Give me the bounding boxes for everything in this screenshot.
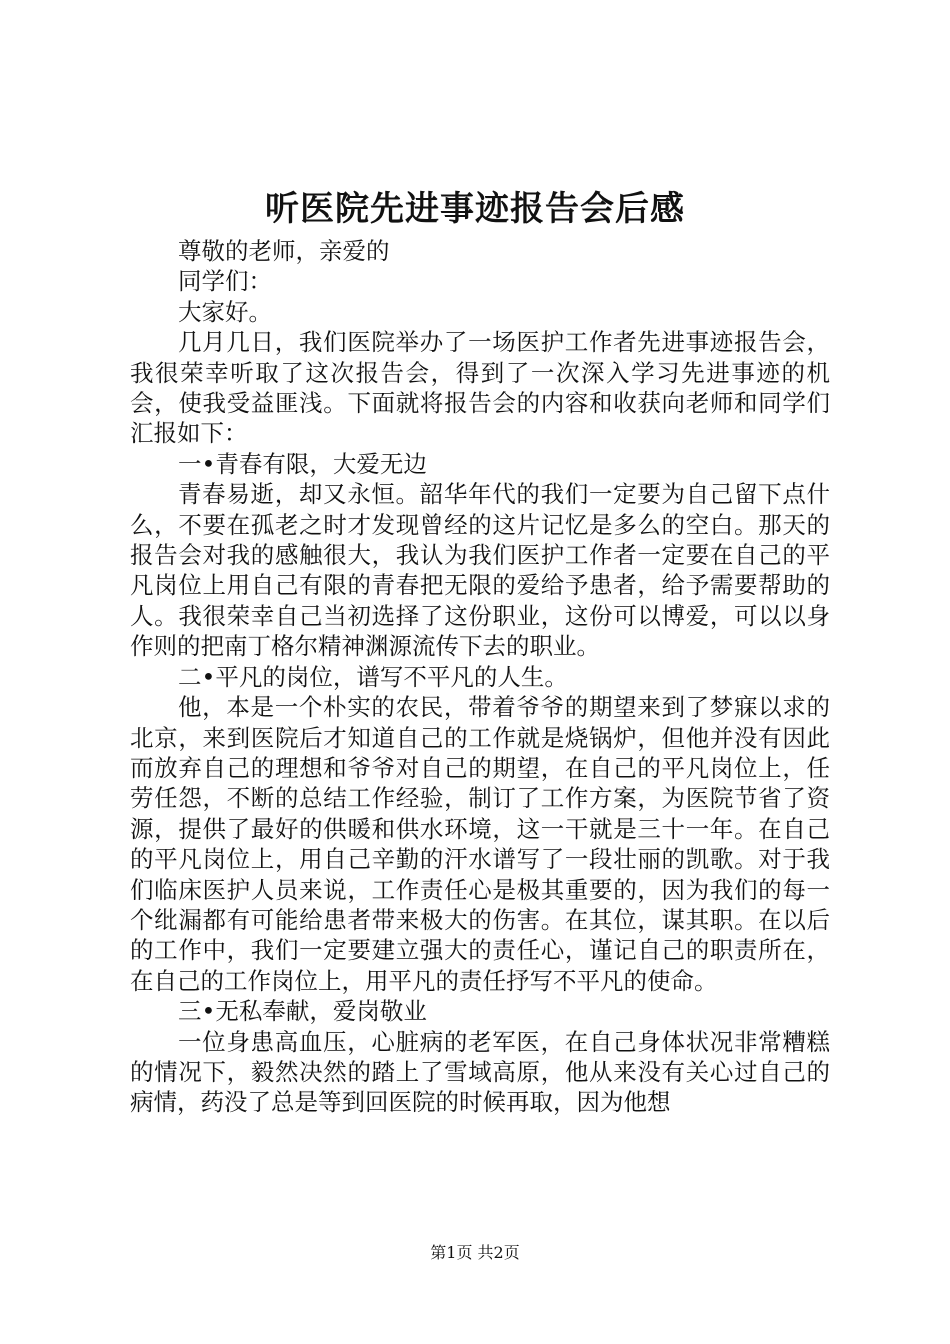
section-heading-3: 三•无私奉献，爱岗敬业 [178,997,427,1026]
page-footer: 第1页 共2页 [430,1243,520,1262]
salutation-line-2: 同学们： [178,267,272,296]
section-paragraph-3: 一位身患高血压，心脏病的老军医，在自己身体状况非常糟糕的情况下，毅然决然的踏上了雪域高原，他从来没有关心过自己的病情，药没了总是等到回医院的时候再取，因为他想 [130,1027,830,1117]
section-heading-2: 二•平凡的岗位，谱写不平凡的人生。 [178,662,568,691]
intro-paragraph: 几月几日，我们医院举办了一场医护工作者先进事迹报告会，我很荣幸听取了这次报告会，得到了一次深入学习先进事迹的机会，使我受益匪浅。下面就将报告会的内容和收获向老师和同学们汇报如下： [130,328,830,448]
section-paragraph-2: 他，本是一个朴实的农民，带着爷爷的期望来到了梦寐以求的北京，来到医院后才知道自己的工作就是烧锅炉，但他并没有因此而放弃自己的理想和爷爷对自己的期望，在自己的平凡岗位上，任劳任怨，不断的总结工作经验，制订了工作方案，为医院节省了资源，提供了最好的供暖和供水环境，这一干就是三十一年。在自己的平凡岗位上，用自己辛勤的汗水谱写了一段壮丽的凯歌。对于我们临床医护人员来说，工作责任心是极其重要的，因为我们的每一个纰漏都有可能给患者带来极大的伤害。在其位，谋其职。在以后的工作中，我们一定要建立强大的责任心，谨记自己的职责所在，在自己的工作岗位上，用平凡的责任抒写不平凡的使命。 [130,693,830,995]
greeting-line: 大家好。 [178,297,272,326]
document-body [130,236,830,1118]
section-heading-1: 一•青春有限，大爱无边 [178,449,427,478]
section-paragraph-1: 青春易逝，却又永恒。韶华年代的我们一定要为自己留下点什么，不要在孤老之时才发现曾经的这片记忆是多么的空白。那天的报告会对我的感触很大，我认为我们医护工作者一定要在自己的平凡岗位上用自己有限的青春把无限的爱给予患者，给予需要帮助的人。我很荣幸自己当初选择了这份职业，这份可以博爱，可以以身作则的把南丁格尔精神渊源流传下去的职业。 [130,480,830,661]
salutation-line-1: 尊敬的老师，亲爱的 [178,237,390,265]
document-title: 听医院先进事迹报告会后感 [265,189,685,229]
